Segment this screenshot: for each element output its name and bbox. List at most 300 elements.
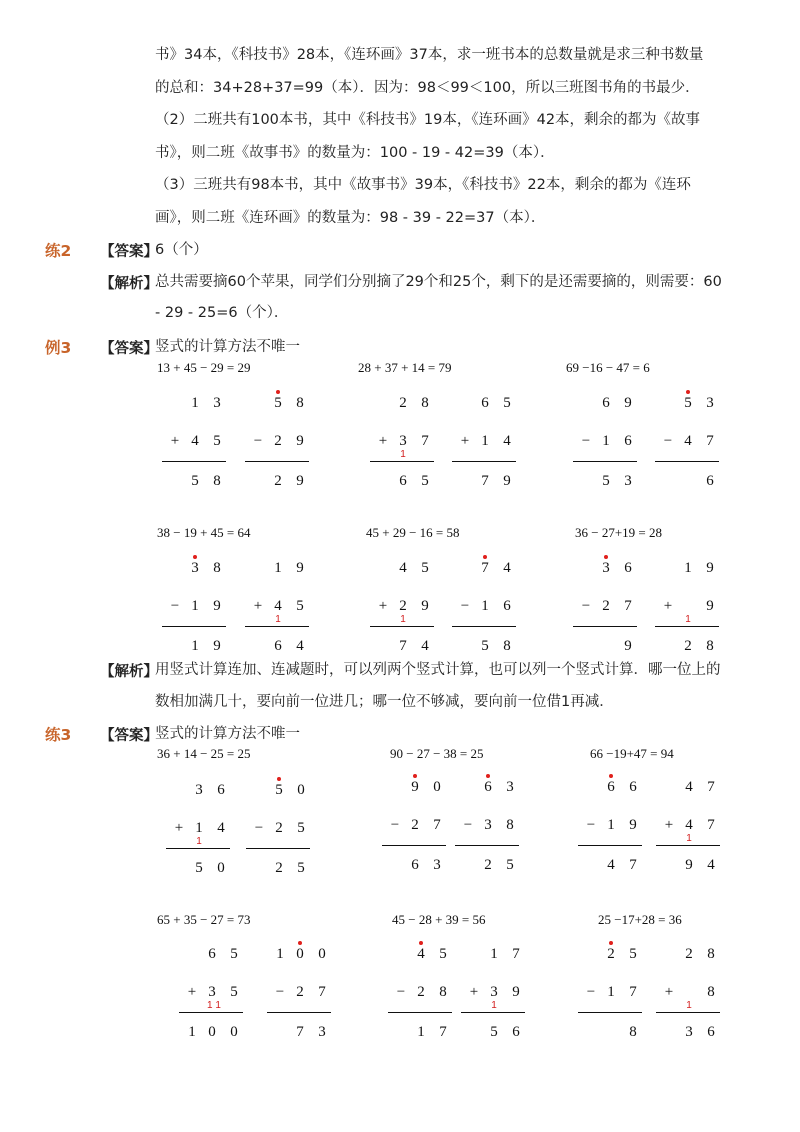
calc-digit: −: [663, 433, 673, 449]
calc-digit: 1: [188, 1024, 196, 1040]
carry-mark: 1: [196, 836, 202, 847]
calc-digit: 7: [624, 598, 632, 614]
intro-line-3: （2）二班共有100本书，其中《科技书》19本，《连环画》42本，剩余的都为《故事: [155, 112, 701, 128]
carry-mark: 1: [686, 1000, 692, 1011]
calc-digit: 4: [412, 946, 430, 963]
calc-digit: −: [581, 598, 591, 614]
calc-digit: 1: [276, 946, 284, 962]
calc-row: [166, 820, 230, 847]
calc-line: [245, 626, 309, 627]
calc-digit: 0: [291, 946, 309, 963]
calc-line: [179, 1012, 243, 1013]
calc-digit: 0: [297, 782, 305, 798]
calc-digit: 6: [411, 857, 419, 873]
calc-row: [573, 473, 637, 493]
calc-digit: −: [463, 817, 473, 833]
carry-mark: 1 1: [207, 1000, 221, 1011]
borrow-dot: [604, 555, 608, 559]
calc-digit: 6: [503, 598, 511, 614]
calc-digit: 2: [274, 433, 282, 449]
calc-digit: 8: [506, 817, 514, 833]
borrow-dot: [413, 774, 417, 778]
calc-digit: 4: [503, 433, 511, 449]
equation: 45 − 28 + 39 = 56: [392, 912, 486, 927]
calc-digit: 1: [481, 598, 489, 614]
borrow-dot: [276, 390, 280, 394]
calc-digit: 1: [191, 598, 199, 614]
calc-digit: 2: [602, 598, 610, 614]
calc-digit: 3: [195, 782, 203, 798]
calc-row: [656, 857, 720, 877]
calc-digit: 5: [602, 473, 610, 489]
vertical-calculation: [162, 393, 226, 493]
calc-digit: 6: [512, 1024, 520, 1040]
calc-digit: 3: [399, 433, 407, 449]
calc-digit: 0: [208, 1024, 216, 1040]
vertical-calculation: [370, 393, 434, 493]
calc-line: [461, 1012, 525, 1013]
calc-digit: 1: [607, 984, 615, 1000]
calc-row: [578, 946, 642, 966]
calc-line: [245, 461, 309, 462]
calc-row: [455, 779, 519, 799]
calc-digit: 6: [208, 946, 216, 962]
calc-row: [656, 984, 720, 1011]
calc-digit: 6: [706, 473, 714, 489]
calc-row: [370, 433, 434, 460]
calc-digit: 8: [296, 395, 304, 411]
calc-digit: 5: [439, 946, 447, 962]
calc-row: [382, 817, 446, 837]
calc-digit: 3: [208, 984, 216, 1000]
calc-line: [656, 1012, 720, 1013]
equation: 38 − 19 + 45 = 64: [157, 525, 251, 540]
carry-mark: 1: [400, 614, 406, 625]
calc-row: [655, 638, 719, 658]
calc-row: [578, 857, 642, 877]
calc-row: [162, 473, 226, 493]
calc-row: [245, 638, 309, 658]
calc-digit: 3: [186, 560, 204, 577]
vertical-calculation: [655, 393, 719, 493]
calc-digit: +: [664, 817, 674, 833]
calc-digit: 3: [685, 1024, 693, 1040]
equation: 69 −16 − 47 = 6: [566, 360, 650, 375]
vertical-calculation: [245, 393, 309, 493]
calc-row: [245, 395, 309, 415]
calc-line: [452, 461, 516, 462]
calc-digit: 5: [421, 560, 429, 576]
calc-digit: 0: [230, 1024, 238, 1040]
vertical-calculation: [452, 558, 516, 658]
calc-digit: 8: [706, 638, 714, 654]
li3-analysis-label: 【解析】: [100, 664, 158, 680]
calc-digit: 4: [296, 638, 304, 654]
calc-digit: 9: [406, 779, 424, 796]
vertical-calculation: [245, 558, 309, 658]
calc-digit: 4: [421, 638, 429, 654]
calc-line: [166, 848, 230, 849]
vertical-calculation: [166, 780, 230, 880]
calc-digit: +: [174, 820, 184, 836]
calc-digit: 2: [275, 860, 283, 876]
carry-mark: 1: [400, 449, 406, 460]
calc-digit: 9: [296, 560, 304, 576]
borrow-dot: [486, 774, 490, 778]
calc-digit: +: [253, 598, 263, 614]
calc-digit: 8: [421, 395, 429, 411]
lian2-analysis-line-1: 总共需要摘60个苹果，同学们分别摘了29个和25个，剩下的是还需要摘的，则需要：60: [155, 274, 722, 290]
calc-digit: 4: [684, 433, 692, 449]
calc-digit: 4: [399, 560, 407, 576]
calc-digit: 7: [439, 1024, 447, 1040]
intro-line-5: （3）三班共有98本书，其中《故事书》39本，《科技书》22本，剩余的都为《连环: [155, 177, 691, 193]
calc-digit: 1: [195, 820, 203, 836]
equation: 66 −19+47 = 94: [590, 746, 674, 761]
calc-row: [162, 395, 226, 415]
borrow-dot: [298, 941, 302, 945]
calc-digit: 5: [421, 473, 429, 489]
calc-row: [452, 433, 516, 453]
intro-line-2: 的总和：34+28+37=99（本）．因为：98＜99＜100，所以三班图书角的书最少．: [155, 80, 700, 96]
calc-digit: 7: [706, 433, 714, 449]
calc-digit: 6: [399, 473, 407, 489]
calc-digit: 1: [607, 817, 615, 833]
calc-digit: 5: [191, 473, 199, 489]
calc-row: [656, 1024, 720, 1044]
calc-digit: +: [663, 598, 673, 614]
calc-digit: 2: [484, 857, 492, 873]
vertical-calculation: [573, 393, 637, 493]
calc-digit: 3: [213, 395, 221, 411]
calc-digit: 9: [213, 598, 221, 614]
calc-digit: +: [170, 433, 180, 449]
calc-digit: 8: [439, 984, 447, 1000]
equation: 45 + 29 − 16 = 58: [366, 525, 460, 540]
calc-row: [461, 1024, 525, 1044]
calc-line: [388, 1012, 452, 1013]
calc-line: [452, 626, 516, 627]
borrow-dot: [193, 555, 197, 559]
calc-digit: 1: [274, 560, 282, 576]
calc-digit: 1: [191, 395, 199, 411]
equation: 90 − 27 − 38 = 25: [390, 746, 484, 761]
calc-digit: 3: [706, 395, 714, 411]
calc-row: [245, 560, 309, 580]
calc-row: [452, 473, 516, 493]
vertical-calculation: [578, 944, 642, 1044]
calc-row: [179, 1024, 243, 1044]
li3-answer: 竖式的计算方法不唯一: [155, 339, 300, 355]
calc-digit: 5: [296, 598, 304, 614]
lian3-answer-label: 【答案】: [100, 728, 158, 744]
calc-row: [388, 984, 452, 1004]
calc-digit: 9: [503, 473, 511, 489]
calc-row: [166, 782, 230, 802]
calc-digit: 5: [679, 395, 697, 412]
calc-row: [370, 598, 434, 625]
calc-row: [245, 598, 309, 625]
calc-line: [655, 461, 719, 462]
vertical-calculation: [573, 558, 637, 658]
calc-digit: 7: [433, 817, 441, 833]
calc-row: [578, 817, 642, 837]
calc-digit: 2: [275, 820, 283, 836]
calc-digit: 6: [624, 560, 632, 576]
calc-digit: +: [469, 984, 479, 1000]
calc-digit: 0: [433, 779, 441, 795]
calc-row: [578, 779, 642, 799]
calc-digit: −: [586, 817, 596, 833]
calc-digit: 8: [213, 473, 221, 489]
calc-digit: 2: [399, 395, 407, 411]
calc-digit: 2: [411, 817, 419, 833]
calc-row: [370, 395, 434, 415]
calc-digit: 4: [707, 857, 715, 873]
lian2-analysis-label: 【解析】: [100, 276, 158, 292]
calc-digit: 5: [230, 984, 238, 1000]
calc-digit: 5: [297, 820, 305, 836]
calc-row: [246, 782, 310, 802]
lian2-tag: 练2: [45, 242, 72, 260]
vertical-calculation: [578, 777, 642, 877]
li3-answer-label: 【答案】: [100, 341, 158, 357]
vertical-calculation: [267, 944, 331, 1044]
intro-line-6: 画》，则二班《连环画》的数量为：98 - 39 - 22=37（本）．: [155, 210, 546, 226]
borrow-dot: [609, 774, 613, 778]
calc-digit: 8: [707, 984, 715, 1000]
calc-digit: 6: [217, 782, 225, 798]
calc-row: [573, 638, 637, 658]
calc-row: [573, 598, 637, 618]
borrow-dot: [686, 390, 690, 394]
calc-row: [573, 560, 637, 580]
calc-digit: 8: [213, 560, 221, 576]
calc-row: [655, 433, 719, 453]
calc-digit: 4: [503, 560, 511, 576]
calc-row: [656, 817, 720, 844]
vertical-calculation: [461, 944, 525, 1044]
calc-digit: 9: [629, 817, 637, 833]
calc-digit: 8: [629, 1024, 637, 1040]
calc-line: [382, 845, 446, 846]
vertical-calculation: [382, 777, 446, 877]
calc-row: [388, 1024, 452, 1044]
calc-digit: 7: [707, 817, 715, 833]
calc-line: [573, 626, 637, 627]
calc-row: [382, 857, 446, 877]
calc-digit: +: [664, 984, 674, 1000]
calc-digit: −: [275, 984, 285, 1000]
calc-digit: 3: [484, 817, 492, 833]
calc-digit: 4: [274, 598, 282, 614]
calc-digit: 6: [481, 395, 489, 411]
equation: 25 −17+28 = 36: [598, 912, 682, 927]
calc-digit: −: [586, 984, 596, 1000]
calc-digit: 6: [602, 395, 610, 411]
calc-line: [455, 845, 519, 846]
calc-digit: 6: [624, 433, 632, 449]
calc-digit: 5: [506, 857, 514, 873]
calc-digit: 9: [296, 433, 304, 449]
calc-row: [370, 638, 434, 658]
calc-digit: −: [390, 817, 400, 833]
calc-row: [455, 817, 519, 837]
calc-digit: 0: [217, 860, 225, 876]
equation: 28 + 37 + 14 = 79: [358, 360, 452, 375]
calc-row: [452, 638, 516, 658]
calc-row: [246, 820, 310, 840]
calc-line: [246, 848, 310, 849]
calc-digit: +: [378, 433, 388, 449]
calc-row: [245, 473, 309, 493]
calc-digit: 9: [512, 984, 520, 1000]
calc-digit: 7: [318, 984, 326, 1000]
calc-digit: 4: [191, 433, 199, 449]
calc-digit: 9: [213, 638, 221, 654]
calc-row: [162, 638, 226, 658]
calc-row: [162, 560, 226, 580]
calc-digit: +: [378, 598, 388, 614]
calc-digit: 1: [602, 433, 610, 449]
calc-digit: 1: [191, 638, 199, 654]
calc-digit: 0: [318, 946, 326, 962]
calc-row: [246, 860, 310, 880]
equation: 65 + 35 − 27 = 73: [157, 912, 251, 927]
calc-digit: 6: [479, 779, 497, 796]
calc-digit: 5: [270, 782, 288, 799]
calc-digit: 1: [490, 946, 498, 962]
calc-row: [370, 560, 434, 580]
calc-row: [388, 946, 452, 966]
lian3-tag: 练3: [45, 726, 72, 744]
calc-line: [656, 845, 720, 846]
calc-digit: 5: [195, 860, 203, 876]
calc-row: [179, 946, 243, 966]
calc-digit: 3: [490, 984, 498, 1000]
calc-digit: 4: [685, 779, 693, 795]
calc-row: [179, 984, 243, 1011]
li3-analysis-line-2: 数相加满几十，要向前一位进几；哪一位不够减，要向前一位借1再减．: [155, 694, 614, 710]
calc-row: [573, 433, 637, 453]
lian2-answer: 6（个）: [155, 242, 208, 258]
calc-row: [452, 598, 516, 618]
calc-digit: 1: [481, 433, 489, 449]
calc-digit: 6: [707, 1024, 715, 1040]
calc-row: [655, 560, 719, 580]
intro-line-4: 书》，则二班《故事书》的数量为：100 - 19 - 42=39（本）．: [155, 145, 555, 161]
vertical-calculation: [162, 558, 226, 658]
calc-row: [656, 946, 720, 966]
vertical-calculation: [656, 777, 720, 877]
lian2-answer-label: 【答案】: [100, 244, 158, 260]
equation: 36 − 27+19 = 28: [575, 525, 662, 540]
calc-line: [162, 461, 226, 462]
borrow-dot: [483, 555, 487, 559]
calc-line: [370, 626, 434, 627]
calc-digit: 5: [503, 395, 511, 411]
carry-mark: 1: [685, 614, 691, 625]
li3-tag: 例3: [45, 339, 72, 357]
calc-line: [655, 626, 719, 627]
equation: 36 + 14 − 25 = 25: [157, 746, 251, 761]
calc-line: [370, 461, 434, 462]
calc-digit: 6: [629, 779, 637, 795]
calc-row: [245, 433, 309, 453]
lian2-analysis-line-2: - 29 - 25=6（个）．: [155, 305, 289, 321]
calc-digit: −: [396, 984, 406, 1000]
borrow-dot: [419, 941, 423, 945]
calc-row: [656, 779, 720, 799]
carry-mark: 1: [491, 1000, 497, 1011]
calc-digit: +: [460, 433, 470, 449]
calc-digit: 5: [481, 638, 489, 654]
calc-digit: 7: [629, 984, 637, 1000]
calc-digit: 5: [297, 860, 305, 876]
calc-digit: 4: [685, 817, 693, 833]
calc-digit: 7: [512, 946, 520, 962]
calc-digit: +: [187, 984, 197, 1000]
calc-line: [162, 626, 226, 627]
calc-digit: 2: [274, 473, 282, 489]
calc-digit: 9: [706, 560, 714, 576]
calc-digit: 5: [213, 433, 221, 449]
borrow-dot: [609, 941, 613, 945]
calc-digit: 2: [296, 984, 304, 1000]
calc-line: [578, 1012, 642, 1013]
calc-row: [573, 395, 637, 415]
calc-digit: −: [581, 433, 591, 449]
calc-row: [461, 946, 525, 966]
calc-digit: 7: [476, 560, 494, 577]
carry-mark: 1: [275, 614, 281, 625]
calc-row: [166, 860, 230, 880]
calc-row: [578, 984, 642, 1004]
calc-row: [267, 1024, 331, 1044]
vertical-calculation: [370, 558, 434, 658]
calc-digit: −: [170, 598, 180, 614]
calc-digit: 9: [296, 473, 304, 489]
calc-digit: −: [254, 820, 264, 836]
vertical-calculation: [452, 393, 516, 493]
calc-digit: 6: [274, 638, 282, 654]
calc-row: [162, 433, 226, 453]
calc-row: [578, 1024, 642, 1044]
calc-row: [455, 857, 519, 877]
li3-analysis-line-1: 用竖式计算连加、连减题时，可以列两个竖式计算，也可以列一个竖式计算．哪一位上的: [155, 662, 721, 678]
calc-digit: 3: [433, 857, 441, 873]
calc-digit: 5: [230, 946, 238, 962]
calc-digit: 3: [506, 779, 514, 795]
calc-row: [162, 598, 226, 618]
calc-digit: 3: [624, 473, 632, 489]
vertical-calculation: [246, 780, 310, 880]
calc-row: [461, 984, 525, 1011]
calc-row: [382, 779, 446, 799]
carry-mark: 1: [686, 833, 692, 844]
calc-row: [452, 395, 516, 415]
calc-digit: 7: [629, 857, 637, 873]
calc-digit: 1: [417, 1024, 425, 1040]
vertical-calculation: [179, 944, 243, 1044]
calc-digit: 2: [685, 946, 693, 962]
calc-digit: 8: [503, 638, 511, 654]
calc-line: [267, 1012, 331, 1013]
calc-digit: 8: [707, 946, 715, 962]
calc-row: [370, 473, 434, 493]
calc-row: [267, 984, 331, 1004]
calc-row: [655, 598, 719, 625]
